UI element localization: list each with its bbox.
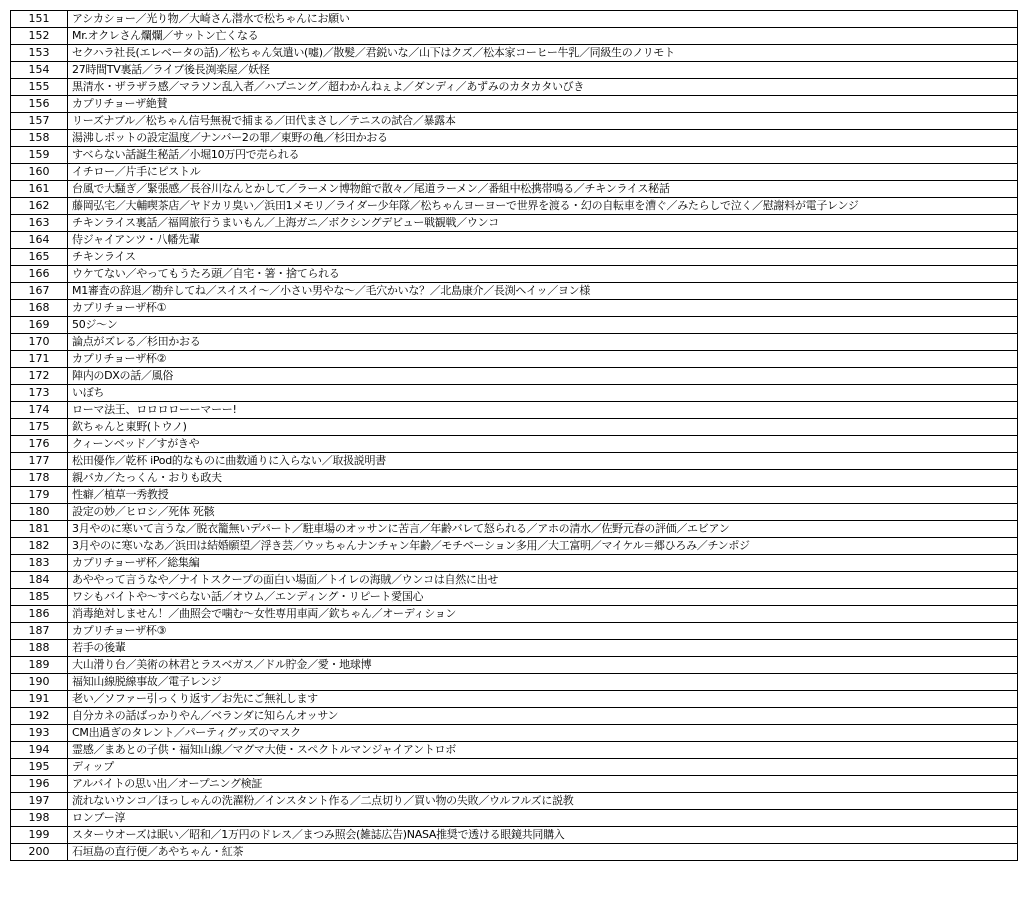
- table-row: [11, 453, 1018, 470]
- episode-topics-cell[interactable]: 松田優作／乾杯 iPod的なものに曲数通りに入らない／取扱説明書: [68, 453, 1018, 470]
- episode-topics-cell[interactable]: カプリチョーザ杯①: [68, 300, 1018, 317]
- episode-number-cell[interactable]: 198: [11, 810, 68, 827]
- episode-topics-cell[interactable]: Mr.オクレさん爛爛／サットン亡くなる: [68, 28, 1018, 45]
- episode-topics-cell[interactable]: 親バカ／たっくん・おりも政夫: [68, 470, 1018, 487]
- table-row: [11, 827, 1018, 844]
- episode-topics-cell[interactable]: 大山滑り台／美術の林君とラスベガス／ドル貯金／愛・地球博: [68, 657, 1018, 674]
- episode-number-cell[interactable]: 159: [11, 147, 68, 164]
- episode-number-cell[interactable]: 193: [11, 725, 68, 742]
- episode-topics-cell[interactable]: アルバイトの思い出／オープニング検証: [68, 776, 1018, 793]
- episode-topics-cell[interactable]: 黒清水・ザラザラ感／マラソン乱入者／ハプニング／超わかんねぇよ／ダンディ／あずみのカタカタいびき: [68, 79, 1018, 96]
- table-row: [11, 589, 1018, 606]
- episode-number-cell[interactable]: 165: [11, 249, 68, 266]
- table-row: [11, 45, 1018, 62]
- episode-number-cell[interactable]: 200: [11, 844, 68, 861]
- episode-topics-cell[interactable]: すべらない話誕生秘話／小堀10万円で売られる: [68, 147, 1018, 164]
- table-row: [11, 538, 1018, 555]
- episode-number-cell[interactable]: 181: [11, 521, 68, 538]
- episode-number-cell[interactable]: 188: [11, 640, 68, 657]
- episode-topics-cell[interactable]: ロンブー淳: [68, 810, 1018, 827]
- table-row: [11, 215, 1018, 232]
- episode-number-cell[interactable]: 197: [11, 793, 68, 810]
- episode-number-cell[interactable]: 174: [11, 402, 68, 419]
- episode-number-cell[interactable]: 177: [11, 453, 68, 470]
- table-row: [11, 606, 1018, 623]
- episode-number-cell[interactable]: 182: [11, 538, 68, 555]
- episode-topics-cell[interactable]: 侍ジャイアンツ・八幡先輩: [68, 232, 1018, 249]
- table-row: [11, 300, 1018, 317]
- table-row: [11, 419, 1018, 436]
- episode-number-cell[interactable]: 199: [11, 827, 68, 844]
- episode-topics-cell[interactable]: 台風で大騒ぎ／緊張感／長谷川なんとかして／ラーメン博物館で散々／尾道ラーメン／番組中松携帯鳴る／チキンライス秘話: [68, 181, 1018, 198]
- table-row: [11, 623, 1018, 640]
- table-row: [11, 759, 1018, 776]
- episode-topics-cell[interactable]: 石垣島の直行便／あやちゃん・紅茶: [68, 844, 1018, 861]
- table-row: [11, 164, 1018, 181]
- table-row: [11, 62, 1018, 79]
- episode-topics-cell[interactable]: いぼち: [68, 385, 1018, 402]
- table-row: [11, 691, 1018, 708]
- table-row: [11, 436, 1018, 453]
- table-row: [11, 334, 1018, 351]
- episode-topics-cell[interactable]: 霊感／まあとの子供・福知山線／マグマ大使・スペクトルマンジャイアントロボ: [68, 742, 1018, 759]
- table-row: [11, 742, 1018, 759]
- episode-topics-cell[interactable]: あややって言うなや／ナイトスクープの面白い場面／トイレの海賊／ウンコは自然に出せ: [68, 572, 1018, 589]
- episode-number-cell[interactable]: 187: [11, 623, 68, 640]
- episode-number-cell[interactable]: 170: [11, 334, 68, 351]
- episode-topics-cell[interactable]: 若手の後輩: [68, 640, 1018, 657]
- episode-topics-cell[interactable]: ウケてない／やってもうたろ頭／自宅・箸・捨てられる: [68, 266, 1018, 283]
- table-row: [11, 725, 1018, 742]
- table-row: [11, 487, 1018, 504]
- episode-number-cell[interactable]: 162: [11, 198, 68, 215]
- table-row: [11, 521, 1018, 538]
- table-row: [11, 385, 1018, 402]
- episode-number-cell[interactable]: 158: [11, 130, 68, 147]
- episode-topics-cell[interactable]: 設定の妙／ヒロシ／死体 死骸: [68, 504, 1018, 521]
- table-row: [11, 368, 1018, 385]
- episode-number-cell[interactable]: 175: [11, 419, 68, 436]
- table-row: [11, 402, 1018, 419]
- table-row: [11, 96, 1018, 113]
- episode-table: [10, 10, 1018, 861]
- episode-number-cell[interactable]: 183: [11, 555, 68, 572]
- table-row: [11, 470, 1018, 487]
- episode-topics-cell[interactable]: 藤岡弘宅／大輔喫茶店／ヤドカリ臭い／浜田1メモリ／ライダー少年隊／松ちゃんヨーヨーで世界を渡る・幻の自転車を漕ぐ／みたらしで泣く／慰謝料が電子レンジ: [68, 198, 1018, 215]
- episode-topics-cell[interactable]: ディップ: [68, 759, 1018, 776]
- table-row: [11, 844, 1018, 861]
- episode-number-cell[interactable]: 189: [11, 657, 68, 674]
- table-body: [11, 11, 1018, 861]
- episode-topics-cell[interactable]: アシカショー／光り物／大崎さん潜水で松ちゃんにお願い: [68, 11, 1018, 28]
- episode-number-cell[interactable]: 194: [11, 742, 68, 759]
- episode-topics-cell[interactable]: 老い／ソファー引っくり返す／お先にご無礼します: [68, 691, 1018, 708]
- episode-topics-cell[interactable]: ローマ法王、ロロロローーマーー!: [68, 402, 1018, 419]
- episode-topics-cell[interactable]: 論点がズレる／杉田かおる: [68, 334, 1018, 351]
- table-row: [11, 232, 1018, 249]
- episode-number-cell[interactable]: 164: [11, 232, 68, 249]
- episode-number-cell[interactable]: 154: [11, 62, 68, 79]
- episode-number-cell[interactable]: 167: [11, 283, 68, 300]
- episode-topics-cell[interactable]: 陣内のDXの話／風俗: [68, 368, 1018, 385]
- table-row: [11, 657, 1018, 674]
- episode-topics-cell[interactable]: ワシもバイトや〜すべらない話／オウム／エンディング・リピート愛国心: [68, 589, 1018, 606]
- table-row: [11, 555, 1018, 572]
- episode-number-cell[interactable]: 184: [11, 572, 68, 589]
- episode-number-cell[interactable]: 171: [11, 351, 68, 368]
- episode-number-cell[interactable]: 176: [11, 436, 68, 453]
- episode-number-cell[interactable]: 160: [11, 164, 68, 181]
- episode-topics-cell[interactable]: リーズナブル／松ちゃん信号無視で捕まる／田代まさし／テニスの試合／暴露本: [68, 113, 1018, 130]
- episode-topics-cell[interactable]: CM出過ぎのタレント／パーティグッズのマスク: [68, 725, 1018, 742]
- episode-number-cell[interactable]: 190: [11, 674, 68, 691]
- episode-number-cell[interactable]: 192: [11, 708, 68, 725]
- episode-number-cell[interactable]: 196: [11, 776, 68, 793]
- episode-topics-cell[interactable]: 消毒絶対しません！／曲照会で噛む〜女性専用車両／欽ちゃん／オーディション: [68, 606, 1018, 623]
- episode-topics-cell[interactable]: クィーンベッド／すがきや: [68, 436, 1018, 453]
- table-row: [11, 181, 1018, 198]
- episode-topics-cell[interactable]: 福知山線脱線事故／電子レンジ: [68, 674, 1018, 691]
- episode-topics-cell[interactable]: カプリチョーザ杯／総集編: [68, 555, 1018, 572]
- episode-topics-cell[interactable]: セクハラ社長(エレベータの話)／松ちゃん気遣い(嘘)／散髪／君鋭いな／山下はクズ／松本家コーヒー牛乳／同級生のノリモト: [68, 45, 1018, 62]
- episode-topics-cell[interactable]: チキンライス: [68, 249, 1018, 266]
- table-row: [11, 674, 1018, 691]
- episode-number-cell[interactable]: 153: [11, 45, 68, 62]
- episode-number-cell[interactable]: 185: [11, 589, 68, 606]
- table-row: [11, 28, 1018, 45]
- table-row: [11, 810, 1018, 827]
- episode-topics-cell[interactable]: M1審査の辞退／勘弁してね／スイスイ〜／小さい男やな〜／毛穴かいな？／北島康介／長渕ヘイッ／ヨン様: [68, 283, 1018, 300]
- episode-topics-cell[interactable]: カプリチョーザ杯③: [68, 623, 1018, 640]
- table-row: [11, 793, 1018, 810]
- episode-number-cell[interactable]: 168: [11, 300, 68, 317]
- episode-number-cell[interactable]: 172: [11, 368, 68, 385]
- table-row: [11, 283, 1018, 300]
- table-row: [11, 640, 1018, 657]
- episode-topics-cell[interactable]: スターウオーズは眠い／昭和／1万円のドレス／まつみ照会(雑誌広告)NASA推奨で透ける眼鏡共同購入: [68, 827, 1018, 844]
- episode-number-cell[interactable]: 166: [11, 266, 68, 283]
- episode-number-cell[interactable]: 157: [11, 113, 68, 130]
- table-row: [11, 266, 1018, 283]
- table-row: [11, 504, 1018, 521]
- table-row: [11, 130, 1018, 147]
- episode-number-cell[interactable]: 195: [11, 759, 68, 776]
- episode-topics-cell[interactable]: カプリチョーザ杯②: [68, 351, 1018, 368]
- episode-number-cell[interactable]: 152: [11, 28, 68, 45]
- table-row: [11, 708, 1018, 725]
- episode-number-cell[interactable]: 191: [11, 691, 68, 708]
- episode-number-cell[interactable]: 156: [11, 96, 68, 113]
- table-row: [11, 113, 1018, 130]
- episode-topics-cell[interactable]: カプリチョーザ絶賛: [68, 96, 1018, 113]
- table-row: [11, 79, 1018, 96]
- episode-topics-cell[interactable]: 欽ちゃんと東野(トウノ): [68, 419, 1018, 436]
- episode-number-cell[interactable]: 151: [11, 11, 68, 28]
- episode-topics-cell[interactable]: 性癖／植草一秀教授: [68, 487, 1018, 504]
- episode-topics-cell[interactable]: 湯沸しポットの設定温度／ナンバー2の罪／東野の亀／杉田かおる: [68, 130, 1018, 147]
- episode-number-cell[interactable]: 179: [11, 487, 68, 504]
- table-row: [11, 11, 1018, 28]
- episode-topics-cell[interactable]: 3月やのに寒いて言うな／脱衣籠無いデパート／駐車場のオッサンに苦言／年齢バレて怒られる／アホの清水／佐野元春の評価／エビアン: [68, 521, 1018, 538]
- episode-topics-cell[interactable]: イチロー／片手にピストル: [68, 164, 1018, 181]
- episode-topics-cell[interactable]: 27時間TV裏話／ライブ後長渕楽屋／妖怪: [68, 62, 1018, 79]
- episode-number-cell[interactable]: 178: [11, 470, 68, 487]
- table-row: [11, 351, 1018, 368]
- episode-number-cell[interactable]: 180: [11, 504, 68, 521]
- table-row: [11, 147, 1018, 164]
- episode-topics-cell[interactable]: 50ジ〜ン: [68, 317, 1018, 334]
- episode-topics-cell[interactable]: チキンライス裏話／福岡旅行うまいもん／上海ガニ／ボクシングデビュー戦観戦／ウンコ: [68, 215, 1018, 232]
- episode-topics-cell[interactable]: 流れないウンコ／ほっしゃんの洗濯粉／インスタント作る／二点切り／買い物の失敗／ウルフルズに説教: [68, 793, 1018, 810]
- episode-topics-cell[interactable]: 自分カネの話ばっかりやん／ベランダに知らんオッサン: [68, 708, 1018, 725]
- table-row: [11, 776, 1018, 793]
- episode-number-cell[interactable]: 173: [11, 385, 68, 402]
- episode-number-cell[interactable]: 163: [11, 215, 68, 232]
- table-row: [11, 249, 1018, 266]
- episode-number-cell[interactable]: 161: [11, 181, 68, 198]
- episode-number-cell[interactable]: 169: [11, 317, 68, 334]
- table-row: [11, 317, 1018, 334]
- episode-topics-cell[interactable]: 3月やのに寒いなあ／浜田は結婚願望／浮き芸／ウッちゃんナンチャン年齢／モチベーション多用／大工富明／マイケル＝郷ひろみ／チンポジ: [68, 538, 1018, 555]
- episode-number-cell[interactable]: 186: [11, 606, 68, 623]
- table-row: [11, 572, 1018, 589]
- episode-number-cell[interactable]: 155: [11, 79, 68, 96]
- table-row: [11, 198, 1018, 215]
